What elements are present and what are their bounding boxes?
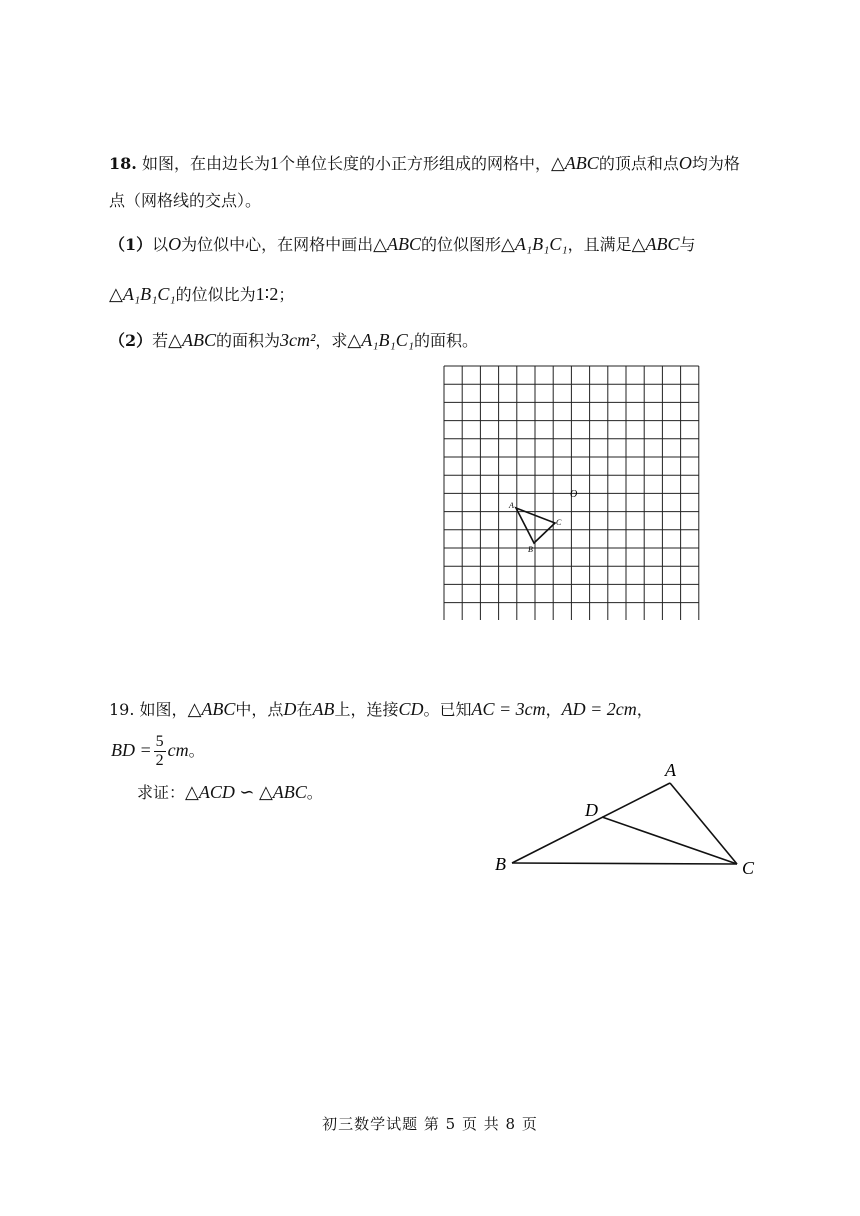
q19-number: 19. — [109, 700, 135, 719]
q19-bd-line: BD = $\frac{5}{2}$ cm。 — [111, 733, 205, 769]
grid-label-b: B — [528, 545, 533, 554]
q18-grid-figure — [440, 362, 700, 620]
q18-line-1: 18. 如图，在由边长为1个单位长度的小正方形组成的网格中，△ABC的顶点和点O均为格 — [109, 153, 740, 173]
side-ba — [512, 783, 670, 863]
side-bc — [512, 863, 737, 864]
q19-prove: 求证：△ACD ∽ △ABC。 — [137, 782, 323, 802]
fraction-5-2: $\frac{5}{2}$ — [155, 733, 164, 769]
q19-triangle-figure — [490, 752, 770, 882]
q19-line-1: 19. 如图，△ABC中，点D在AB上，连接CD。已知AC = 3cm，AD = 2cm， — [109, 699, 653, 719]
grid-label-o: O — [570, 489, 578, 500]
label-d: D — [585, 800, 598, 820]
grid-label-c: C — [556, 518, 562, 527]
label-c: C — [742, 858, 755, 878]
q18-part2: （2）若△ABC的面积为3cm²，求△A₁B₁C₁的面积。 — [109, 330, 479, 350]
label-a: A — [665, 760, 676, 780]
q18-part1-cont: △A₁B₁C₁的位似比为1∶2； — [109, 284, 295, 304]
q18-part1: （1）以O为位似中心，在网格中画出△ABC的位似图形△A₁B₁C₁，且满足△ABC与 — [109, 234, 696, 254]
q18-number: 18. — [109, 154, 137, 173]
page-footer: 初三数学试题 第 5 页 共 8 页 — [322, 1115, 538, 1133]
label-b: B — [495, 854, 506, 874]
q18-line-2: 点（网格线的交点）。 — [109, 191, 262, 210]
grid-label-a: A — [509, 501, 514, 510]
